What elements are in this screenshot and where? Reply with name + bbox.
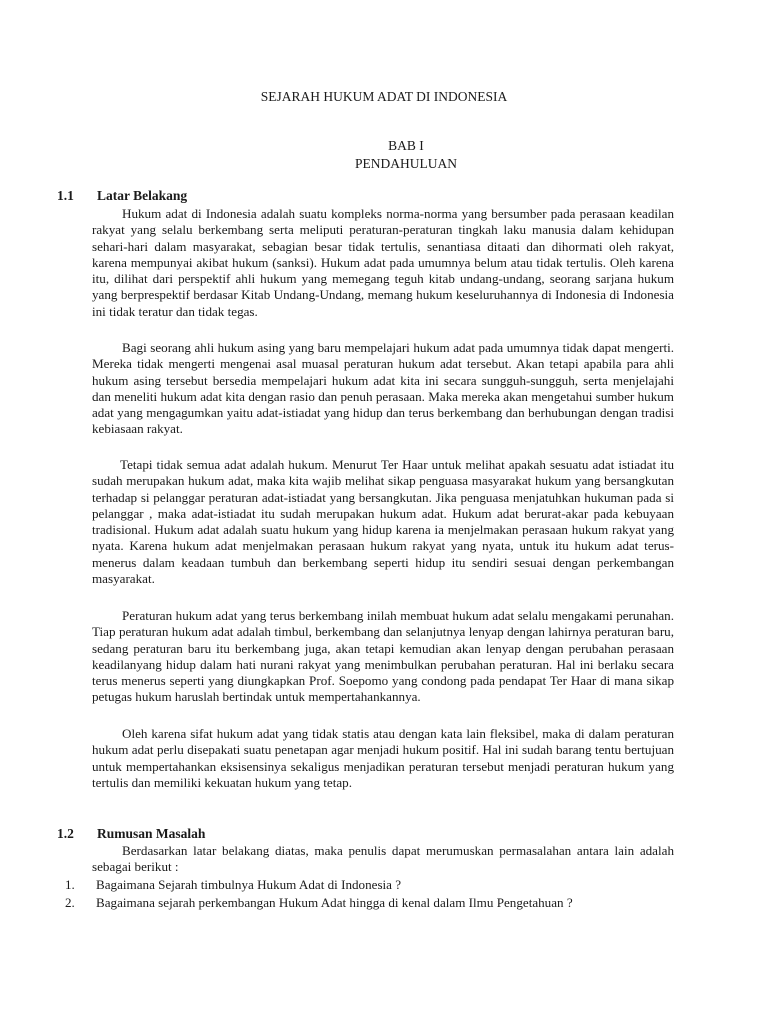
section-heading-1-1 [57,188,187,204]
document-title: SEJARAH HUKUM ADAT DI INDONESIA [260,89,508,104]
chapter-number: BAB I [388,138,424,153]
paragraph: Peraturan hukum adat yang terus berkembang inilah membuat hukum adat selalu mengakami perunahan. Tiap peraturan hukum adat adalah timbul, berkembang dan selanjutnya lenyap dengan lahirnya peraturan baru, sedang peraturan baru itu berkembang juga, akan tetapi kemudian akan lenyap dengan perubahan perasaan keadilanyang hidup dalam hati nurani rakyat yang menimbulkan perubahan peraturan. Hal ini berlaku secara terus menerus seperti yang diungkapkan Prof. Soepomo yang condong pada pendapat Ter Haar di mana sikap petugas hukum haruslah bertindak untuk mempertahankannya. [92,608,674,705]
list-item [57,876,573,894]
section-number: 1.2 [57,826,74,841]
paragraph: Tetapi tidak semua adat adalah hukum. Menurut Ter Haar untuk melihat apakah sesuatu adat istiadat itu sudah merupakan hukum adat, maka kita wajib melihat sikap penguasa masyarakat hukum yang bersangkutan terhadap si pelanggar peraturan adat-istiadat yang bersangkutan. Jika penguasa menjatuhkan hukuman pada si pelanggar , maka adat-istiadat itu sudah merupakan hukum adat. Hukum adat berurat-akar pada kebuyaan tradisional. Hukum adat adalah suatu hukum yang hidup karena ia menjelmakan perasaan hukum rakyat yang nyata. Karena hukum adat menjelmakan perasaan hukum rakyat yang nyata, untuk itu hukum adat terus-menerus dalam keadaan tumbuh dan berkembang seperti hidup itu sendiri sesuai dengan perkembangan masyarakat. [92,457,674,587]
paragraph: Berdasarkan latar belakang diatas, maka penulis dapat merumuskan permasalahan antara lain adalah sebagai berikut : [92,843,674,875]
list-text: Bagaimana Sejarah timbulnya Hukum Adat di Indonesia ? [96,877,402,892]
problem-list [57,876,573,912]
list-item [57,894,573,912]
paragraph: Bagi seorang ahli hukum asing yang baru mempelajari hukum adat pada umumnya tidak dapat mengerti. Mereka tidak mengerti mengenai asal muasal peraturan hukum adat tersebut. Akan tetapi apabila para ahli hukum asing tersebut bersedia mempelajari hukum adat kita ini secara sungguh-sungguh, serta menjelajahi dan meneliti hukum adat kita dengan rasio dan penuh perasaan. Maka mereka akan mengetahui sumber hukum adat yang mengagumkan yaitu adat-istiadat yang hidup dan terus berkembang dan berhubungan dengan tradisi kebiasaan rakyat. [92,340,674,437]
list-text: Bagaimana sejarah perkembangan Hukum Adat hingga di kenal dalam Ilmu Pengetahuan ? [96,895,573,910]
section-heading-1-2 [57,826,205,842]
paragraph: Hukum adat di Indonesia adalah suatu kompleks norma-norma yang bersumber pada perasaan keadilan rakyat yang selalu berkembang serta meliputi peraturan-peraturan tingkah laku manusia dalam kehidupan sehari-hari dalam masyarakat, sebagian besar tidak tertulis, senantiasa ditaati dan dihormati oleh rakyat, karena mempunyai akibat hukum (sanksi). Hukum adat pada umumnya belum atau tidak tertulis. Oleh karena itu, dilihat dari perspektif ahli hukum yang memegang teguh kitab undang-undang, seorang sarjana hukum yang berprespektif berdasar Kitab Undang-Undang, memang hukum keseluruhannya di Indonesia di Indonesia ini tidak teratur dan tidak tegas. [92,206,674,319]
paragraph: Oleh karena sifat hukum adat yang tidak statis atau dengan kata lain fleksibel, maka di dalam peraturan hukum adat perlu disepakati suatu penetapan agar menjadi hukum positif. Hal ini sudah barang tentu bertujuan untuk mempertahankan eksisensinya sekaligus menjadikan peraturan tersebut menjadi peraturan hukum yang tertulis dan memiliki kekuatan hukum yang tetap. [92,726,674,790]
section-title: Latar Belakang [97,188,188,203]
list-number: 2. [65,895,75,910]
section-title: Rumusan Masalah [97,826,206,841]
chapter-title: PENDAHULUAN [355,156,457,171]
list-number: 1. [65,877,75,892]
section-number: 1.1 [57,188,74,203]
